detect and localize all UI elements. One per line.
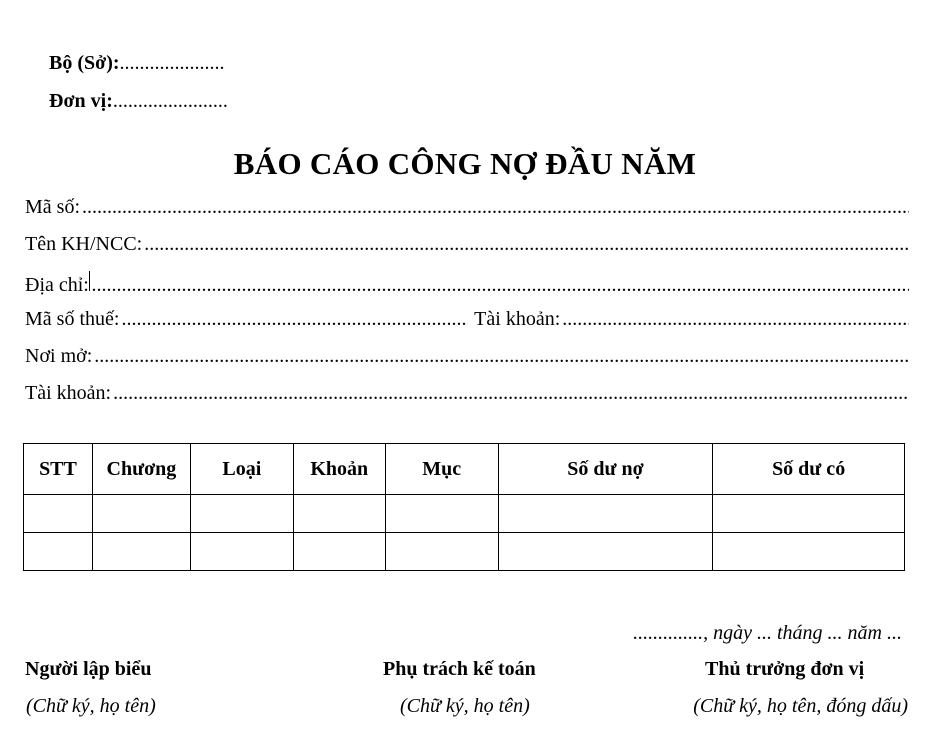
col-header-stt: STT [24, 444, 93, 495]
field-code[interactable] [25, 196, 909, 219]
field-account-inline-label: Tài khoản: [474, 308, 561, 330]
unit-label: Đơn vị: [49, 90, 113, 112]
signature-head-note: (Chữ ký, họ tên, đóng dấu) [693, 695, 908, 717]
ministry-dots: ..................... [119, 52, 225, 74]
col-header-chuong: Chương [92, 444, 190, 495]
signature-preparer-title: Người lập biểu [25, 658, 152, 680]
table-cell[interactable] [190, 533, 293, 571]
table-cell[interactable] [293, 533, 385, 571]
document-title: BÁO CÁO CÔNG NỢ ĐẦU NĂM [233, 146, 697, 181]
col-header-loai: Loại [190, 444, 293, 495]
table-cell[interactable] [498, 533, 713, 571]
table-cell[interactable] [713, 533, 905, 571]
table-cell[interactable] [385, 533, 498, 571]
ministry-label: Bộ (Sở): [49, 52, 120, 74]
table-cell[interactable] [92, 495, 190, 533]
field-bank-place[interactable] [25, 345, 909, 368]
field-account-inline-dots [562, 308, 909, 331]
unit-line [49, 90, 228, 113]
table-header-row [24, 444, 905, 495]
table-cell[interactable] [190, 495, 293, 533]
signature-head-title: Thủ trưởng đơn vị [705, 658, 865, 680]
signature-accountant-note: (Chữ ký, họ tên) [400, 695, 530, 717]
signature-accountant-title: Phụ trách kế toán [383, 658, 536, 680]
table-cell[interactable] [385, 495, 498, 533]
table-row [24, 533, 905, 571]
field-tax-code-label: Mã số thuế: [25, 308, 120, 330]
signature-preparer-note: (Chữ ký, họ tên) [26, 695, 156, 717]
field-code-dots [82, 196, 909, 219]
date-line: .............., ngày ... tháng ... năm ... [633, 622, 902, 644]
field-tax-code-dots [121, 308, 468, 331]
table-row [24, 495, 905, 533]
field-address-label: Địa chỉ: [25, 274, 89, 296]
table-cell[interactable] [713, 495, 905, 533]
field-customer-name-label: Tên KH/NCC: [25, 233, 143, 255]
field-tax-account[interactable] [25, 308, 909, 331]
table-cell[interactable] [498, 495, 713, 533]
field-code-label: Mã số: [25, 196, 80, 218]
col-header-muc: Mục [385, 444, 498, 495]
field-customer-name-dots [144, 233, 909, 256]
field-customer-name[interactable] [25, 233, 909, 256]
field-bank-place-dots [94, 345, 909, 368]
field-bank-place-label: Nơi mở: [25, 345, 93, 367]
unit-dots: ....................... [112, 90, 228, 112]
col-header-so-du-no: Số dư nợ [498, 444, 713, 495]
col-header-khoan: Khoản [293, 444, 385, 495]
debt-table [23, 443, 905, 571]
field-account-label: Tài khoản: [25, 382, 112, 404]
text-cursor [89, 271, 90, 291]
table-cell[interactable] [24, 533, 93, 571]
table-cell[interactable] [293, 495, 385, 533]
ministry-line [49, 52, 225, 75]
col-header-so-du-co: Số dư có [713, 444, 905, 495]
field-address-dots [91, 274, 909, 297]
field-address[interactable] [25, 271, 909, 297]
field-account-dots [113, 382, 909, 405]
table-cell[interactable] [24, 495, 93, 533]
table-cell[interactable] [92, 533, 190, 571]
field-account[interactable] [25, 382, 909, 405]
